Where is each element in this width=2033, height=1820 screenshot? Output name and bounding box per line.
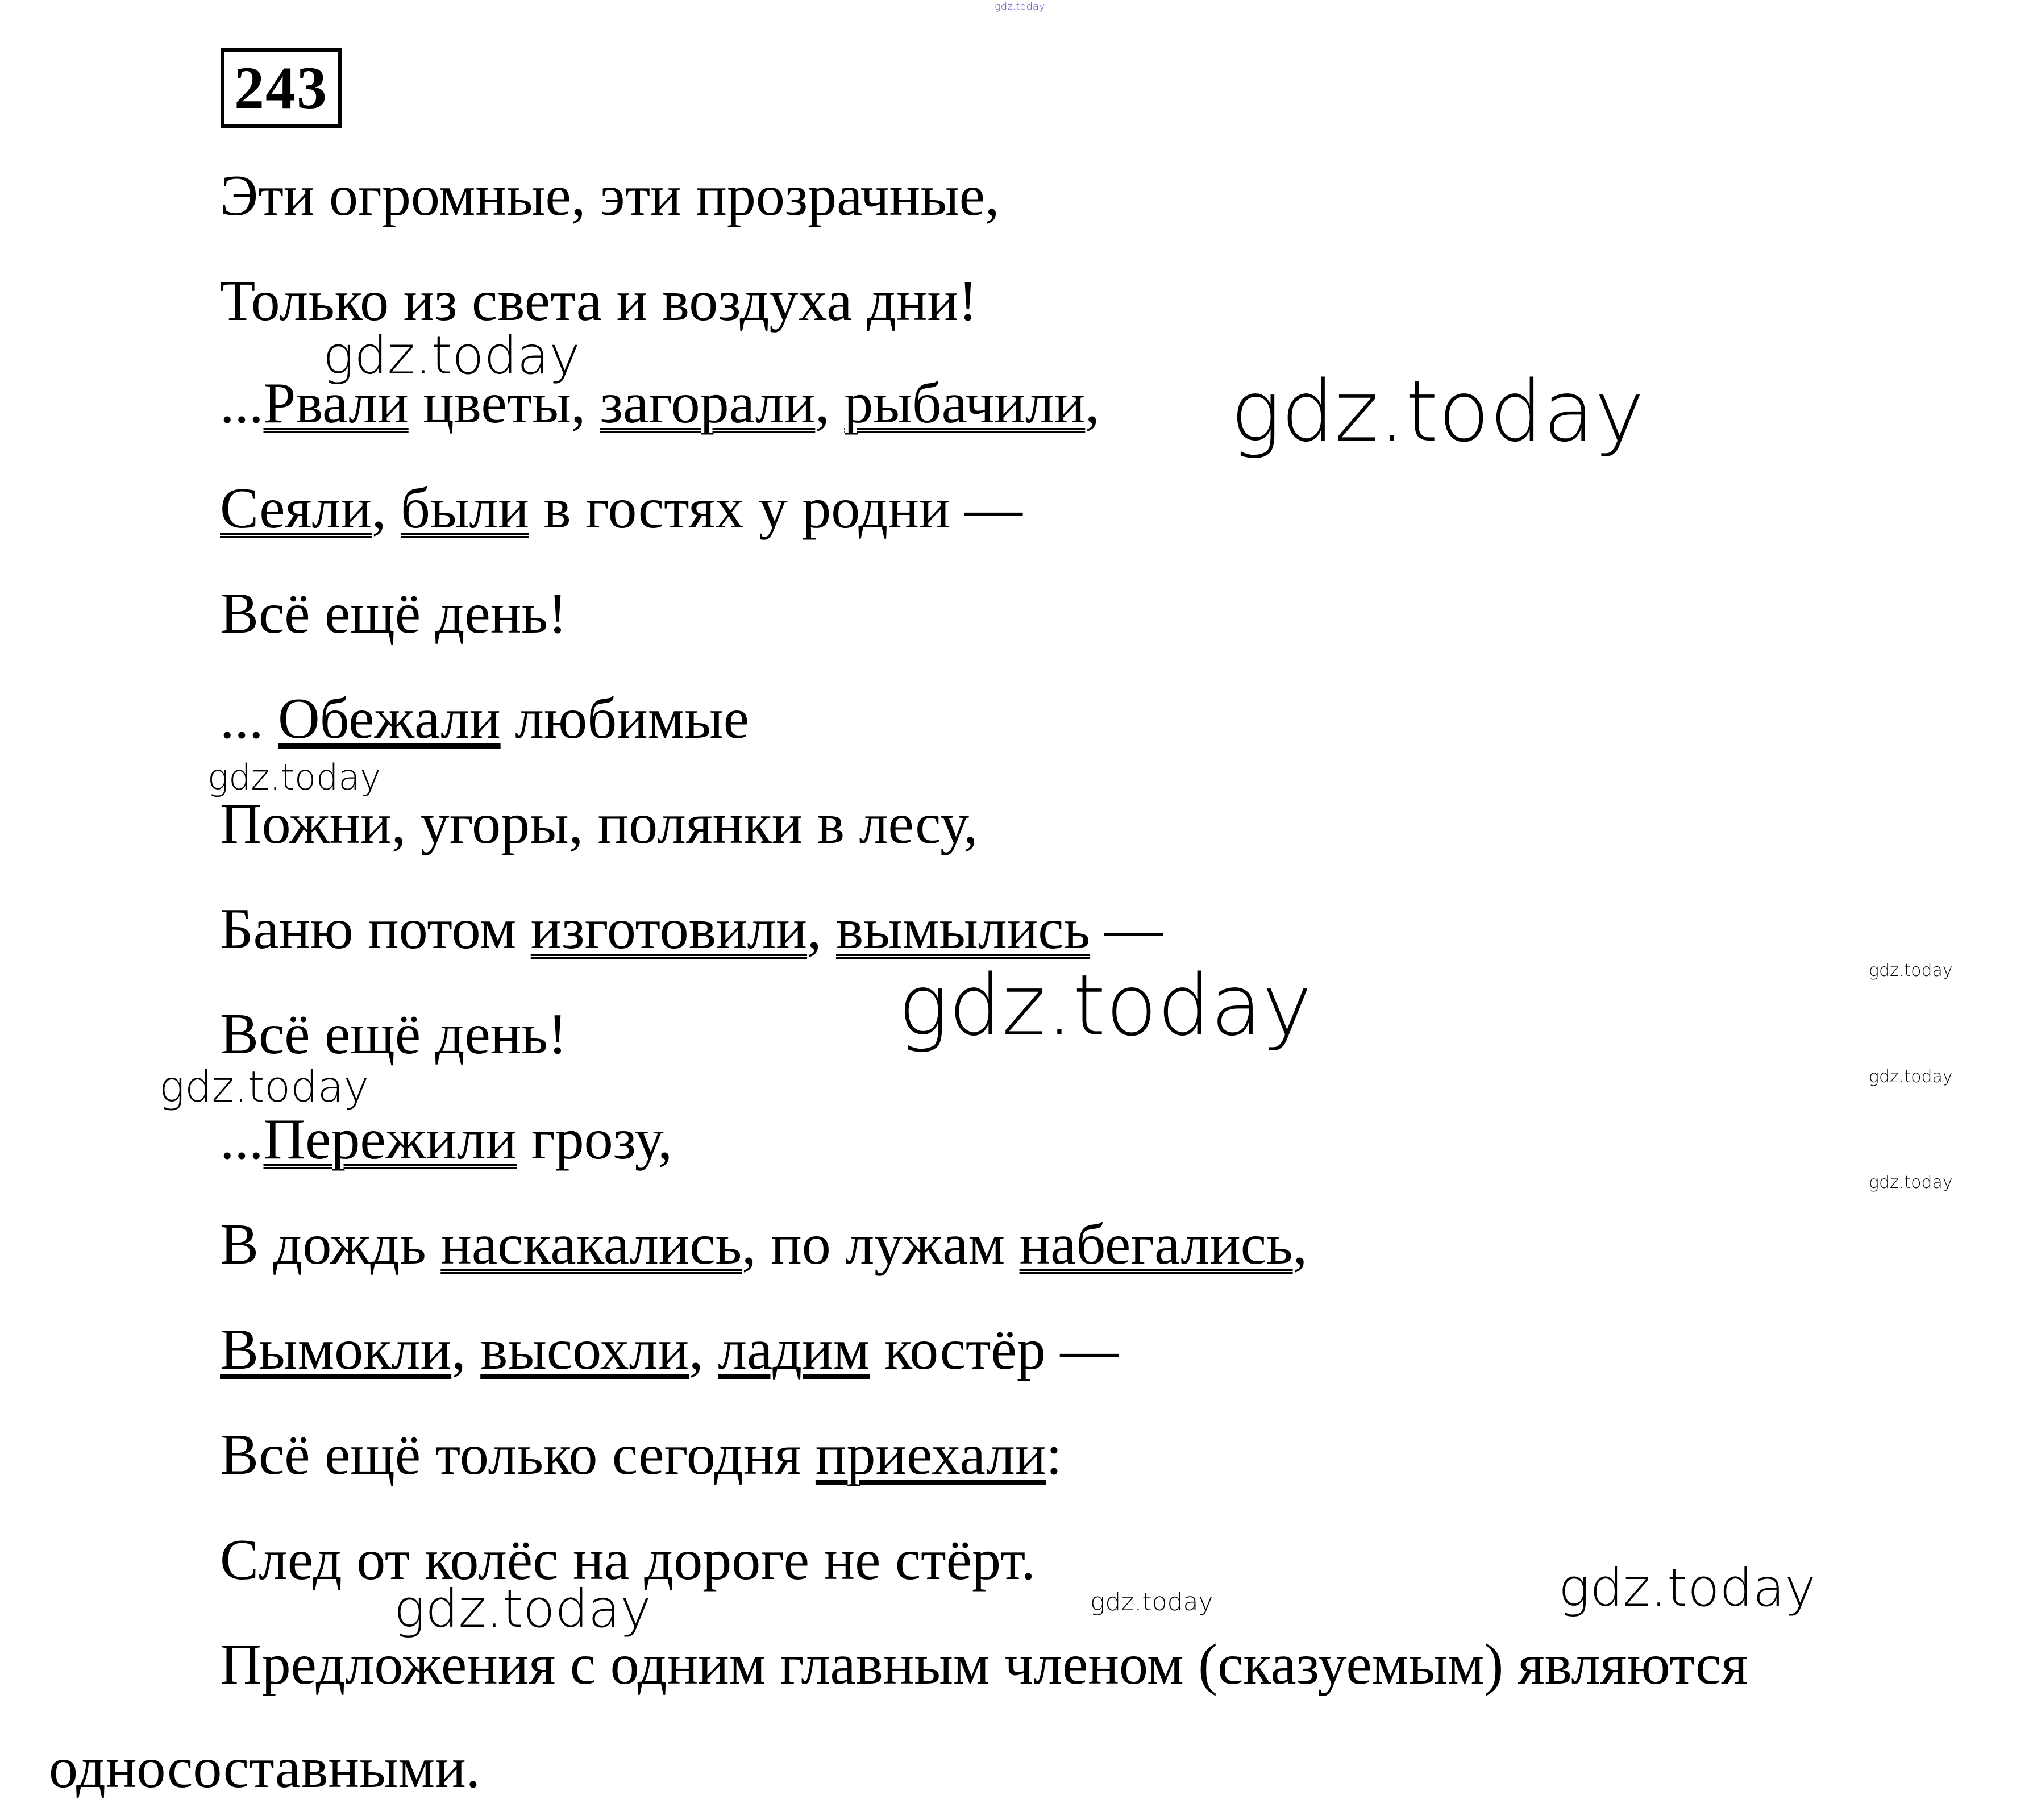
text-fragment: В дождь — [220, 1212, 441, 1277]
conclusion-paragraph: Предложения с одним главным членом (сказуемым) являются односоставными. — [49, 1632, 1748, 1800]
watermark: gdz.today — [1869, 1067, 1953, 1087]
watermark: gdz.today — [1230, 363, 1645, 460]
predicate: наскакались — [440, 1212, 742, 1277]
watermark: gdz.today — [995, 1, 1045, 13]
watermark: gdz.today — [1869, 1173, 1953, 1192]
predicate: загорали — [600, 371, 816, 435]
text-fragment: , — [689, 1318, 718, 1382]
exercise-number: 243 — [221, 48, 342, 128]
poem-line-9: Всё ещё день! — [220, 1002, 567, 1066]
text-fragment: , — [807, 897, 837, 961]
text-fragment: Баню потом — [220, 897, 531, 961]
text-fragment: , — [371, 476, 401, 541]
predicate: Вымокли — [220, 1318, 452, 1382]
predicate: приехали — [815, 1423, 1046, 1487]
text-fragment: , — [451, 1318, 481, 1382]
watermark: gdz.today — [1869, 961, 1953, 980]
watermark: gdz.today — [394, 1578, 651, 1639]
predicate: ладим — [718, 1318, 870, 1382]
text-fragment: , — [1085, 371, 1100, 435]
text-fragment: — — [1090, 897, 1163, 961]
poem-line-5: Всё ещё день! — [220, 581, 567, 646]
poem-line-8 — [220, 895, 1163, 963]
poem-line-13 — [220, 1421, 1062, 1489]
text-fragment: Всё ещё только сегодня — [220, 1423, 816, 1487]
poem-line-11 — [220, 1211, 1307, 1279]
text-fragment: костёр — — [870, 1318, 1119, 1382]
watermark: gdz.today — [1090, 1588, 1213, 1617]
predicate: набегались — [1019, 1212, 1293, 1277]
text-fragment: , по лужам — [742, 1212, 1020, 1277]
poem-line-6 — [220, 685, 749, 753]
predicate: рыбачили — [844, 371, 1086, 435]
predicate: Пережили — [263, 1107, 517, 1171]
text-fragment: ... — [220, 687, 278, 751]
predicate: высохли — [480, 1318, 689, 1382]
poem-line-14: След от колёс на дороге не стёрт. — [220, 1528, 1036, 1592]
predicate: вымылись — [836, 897, 1091, 961]
text-fragment: : — [1046, 1423, 1062, 1487]
text-fragment: , — [815, 371, 845, 435]
text-fragment: цветы, — [408, 371, 600, 435]
poem-line-1: Эти огромные, эти прозрачные, — [220, 164, 1000, 228]
text-fragment: любимые — [500, 687, 750, 751]
predicate: были — [400, 476, 529, 541]
poem-line-4 — [220, 475, 1022, 543]
predicate: Рвали — [263, 371, 409, 435]
text-fragment: , — [1292, 1212, 1308, 1277]
text-fragment: грозу, — [517, 1107, 673, 1171]
poem-line-7: Пожни, угоры, полянки в лесу, — [220, 792, 978, 856]
watermark: gdz.today — [1558, 1557, 1816, 1618]
poem-line-2: Только из света и воздуха дни! — [220, 269, 978, 333]
predicate: изготовили — [530, 897, 808, 961]
poem-line-12 — [220, 1316, 1118, 1384]
predicate: Обежали — [278, 687, 501, 751]
predicate: Сеяли — [220, 476, 372, 541]
watermark: gdz.today — [207, 757, 381, 798]
poem-line-10 — [220, 1106, 672, 1174]
text-fragment: в гостях у родни — — [529, 476, 1022, 541]
watermark: gdz.today — [323, 325, 580, 386]
watermark: gdz.today — [898, 957, 1312, 1054]
text-fragment: ... — [220, 1107, 264, 1171]
text-fragment: ... — [220, 371, 264, 435]
watermark: gdz.today — [159, 1062, 369, 1112]
